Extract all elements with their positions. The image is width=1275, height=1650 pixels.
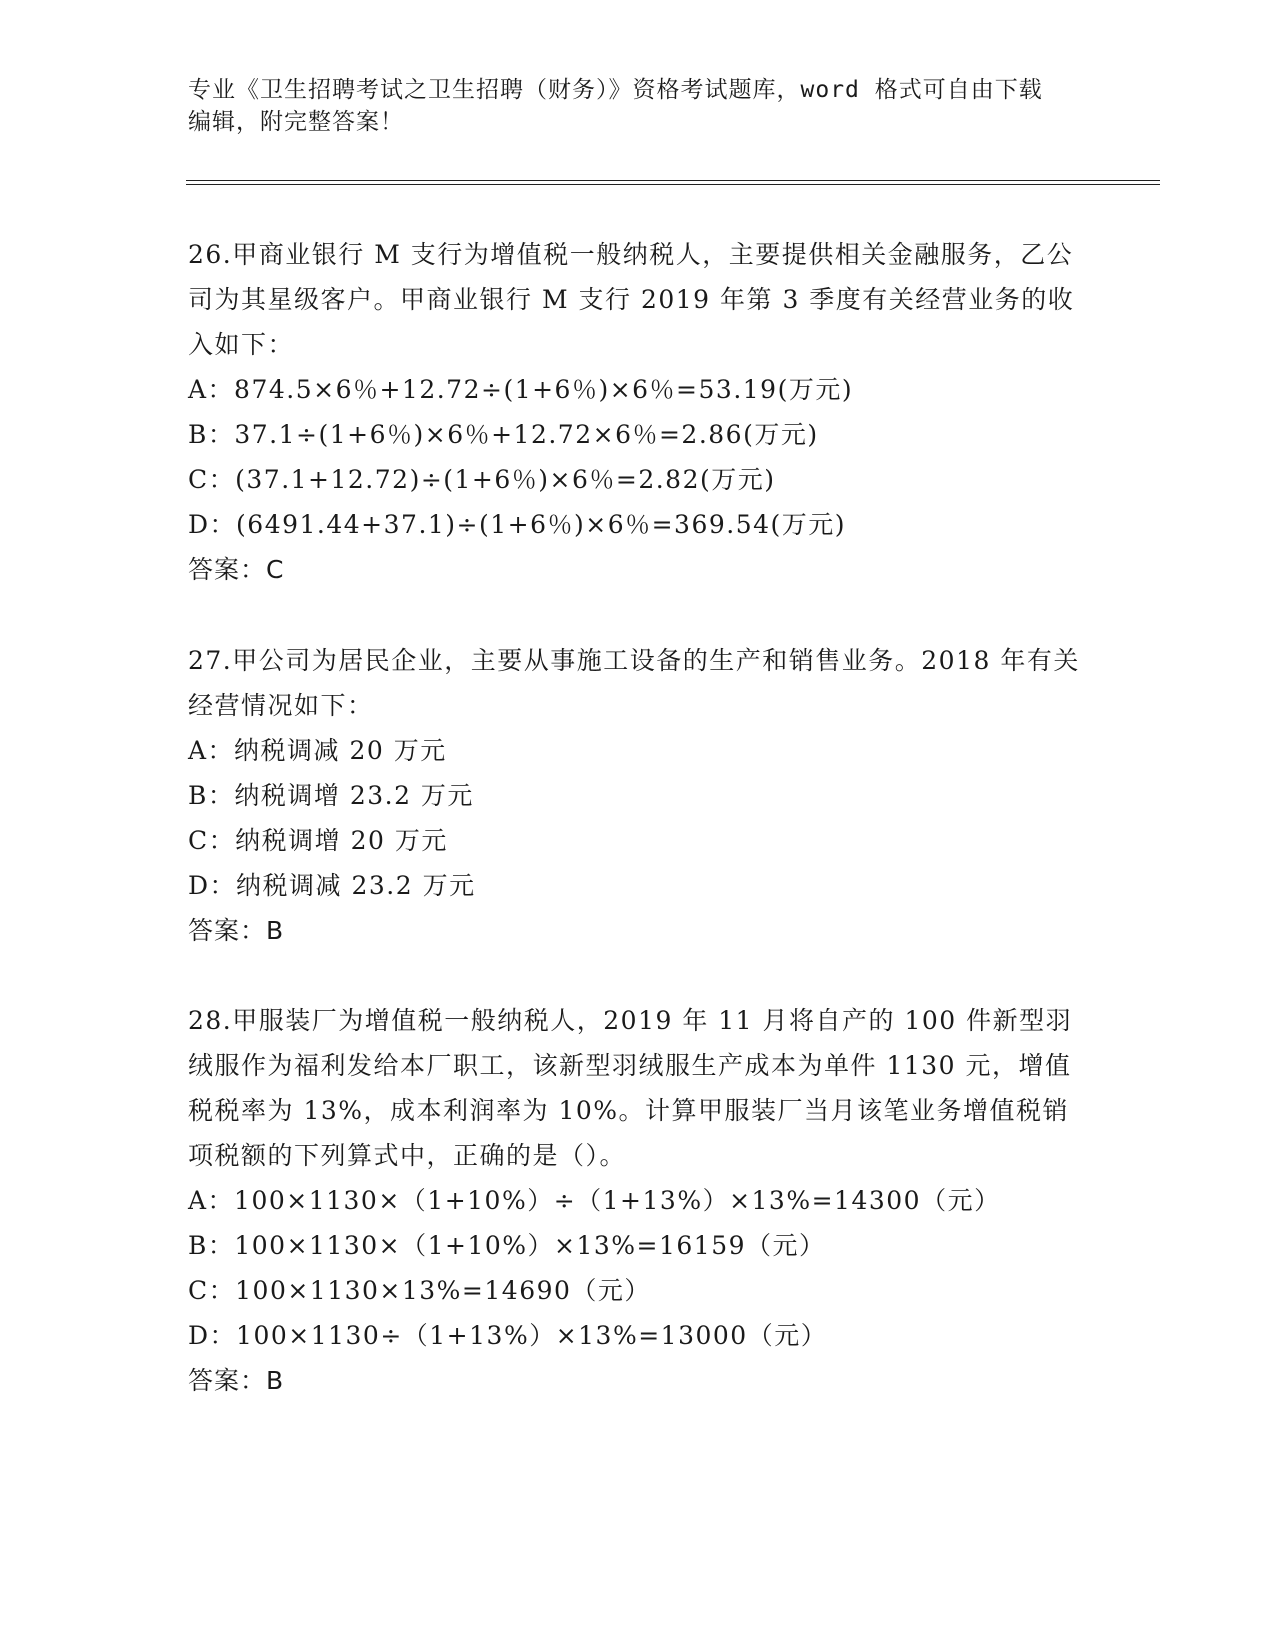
- document-header: [188, 74, 1088, 138]
- header-line-1: 专业《卫生招聘考试之卫生招聘（财务）》资格考试题库，word 格式可自由下载: [188, 77, 1043, 103]
- question-text: 28.甲服装厂为增值税一般纳税人，2019 年 11 月将自产的 100 件新型羽绒服作为福利发给本厂职工，该新型羽绒服生产成本为单件 1130 元，增值税税率为 13%，成本利润率为 10%。计算甲服装厂当月该笔业务增值税销项税额的下列算式中，正确的是（）。: [188, 1006, 1073, 1170]
- header-divider: [186, 180, 1160, 185]
- option-a: A：纳税调减 20 万元: [188, 736, 447, 765]
- option-d: D：(6491.44+37.1)÷(1+6％)×6％=369.54(万元): [188, 510, 847, 539]
- question-28: [188, 998, 1088, 1403]
- option-b: B：纳税调增 23.2 万元: [188, 781, 474, 810]
- option-c: C：(37.1+12.72)÷(1+6％)×6％=2.82(万元): [188, 465, 776, 494]
- option-d: D：100×1130÷（1+13%）×13%=13000（元）: [188, 1321, 828, 1350]
- answer: 答案：B: [188, 916, 285, 945]
- option-c: C：纳税调增 20 万元: [188, 826, 448, 855]
- header-line-2: 编辑，附完整答案！: [188, 109, 404, 135]
- option-d: D：纳税调减 23.2 万元: [188, 871, 476, 900]
- option-b: B：37.1÷(1+6％)×6％+12.72×6％=2.86(万元): [188, 420, 819, 449]
- question-27: [188, 638, 1088, 953]
- option-c: C：100×1130×13%=14690（元）: [188, 1276, 651, 1305]
- answer: 答案：B: [188, 1366, 285, 1395]
- question-26: [188, 232, 1088, 592]
- option-a: A：874.5×6％+12.72÷(1+6％)×6％=53.19(万元): [188, 375, 854, 404]
- answer: 答案：C: [188, 555, 285, 584]
- question-text: 27.甲公司为居民企业，主要从事施工设备的生产和销售业务。2018 年有关经营情况如下：: [188, 646, 1080, 720]
- option-b: B：100×1130×（1+10%）×13%=16159（元）: [188, 1231, 826, 1260]
- option-a: A：100×1130×（1+10%）÷（1+13%）×13%=14300（元）: [188, 1186, 1001, 1215]
- question-text: 26.甲商业银行 M 支行为增值税一般纳税人，主要提供相关金融服务，乙公司为其星级客户。甲商业银行 M 支行 2019 年第 3 季度有关经营业务的收入如下：: [188, 240, 1075, 359]
